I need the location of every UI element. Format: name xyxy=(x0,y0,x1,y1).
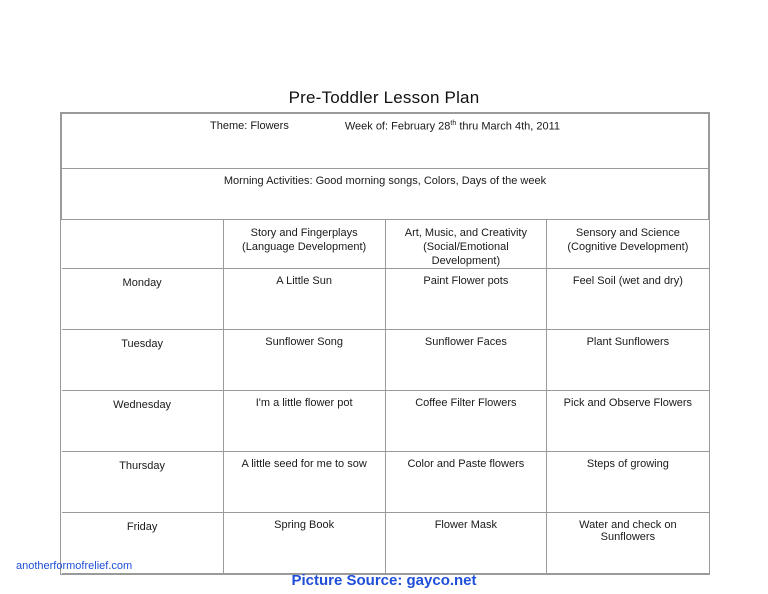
table-row xyxy=(62,330,709,391)
picture-source-caption: Picture Source: gayco.net xyxy=(291,572,477,589)
row-story-cell: Sunflower Song xyxy=(223,330,385,391)
row-day-label: Tuesday xyxy=(62,330,224,391)
column-headers-row xyxy=(62,220,709,269)
lesson-plan-table-wrapper xyxy=(60,112,710,575)
row-art-cell: Sunflower Faces xyxy=(385,330,547,391)
column-header-sensory: Sensory and Science (Cognitive Development) xyxy=(547,220,709,269)
row-day-label: Friday xyxy=(62,513,224,574)
column-header-story: Story and Fingerplays (Language Development) xyxy=(223,220,385,269)
row-story-cell: A Little Sun xyxy=(223,269,385,330)
row-sensory-cell: Plant Sunflowers xyxy=(547,330,709,391)
row-story-cell: Spring Book xyxy=(223,513,385,574)
page-title: Pre-Toddler Lesson Plan xyxy=(288,88,480,107)
row-day-label: Wednesday xyxy=(62,391,224,452)
row-sensory-cell: Pick and Observe Flowers xyxy=(547,391,709,452)
morning-activities-row xyxy=(62,169,709,220)
row-art-cell: Color and Paste flowers xyxy=(385,452,547,513)
morning-activities-cell: Morning Activities: Good morning songs, Colors, Days of the week xyxy=(62,169,709,220)
column-header-day xyxy=(62,220,224,269)
week-of-label: Week of: February 28th thru March 4th, 2011 xyxy=(344,120,561,133)
row-day-label: Monday xyxy=(62,269,224,330)
row-art-cell: Flower Mask xyxy=(385,513,547,574)
row-sensory-cell: Water and check on Sunflowers xyxy=(547,513,709,574)
site-watermark: anotherformofrelief.com xyxy=(16,560,133,572)
table-row xyxy=(62,452,709,513)
week-ordinal-suffix: th xyxy=(450,120,457,127)
row-story-cell: I'm a little flower pot xyxy=(223,391,385,452)
theme-cell xyxy=(62,114,709,169)
row-sensory-cell: Steps of growing xyxy=(547,452,709,513)
row-art-cell: Paint Flower pots xyxy=(385,269,547,330)
theme-row xyxy=(62,114,709,169)
row-day-label: Thursday xyxy=(62,452,224,513)
table-row xyxy=(62,513,709,574)
table-row xyxy=(62,269,709,330)
theme-label: Theme: Flowers xyxy=(209,120,289,133)
lesson-plan-table xyxy=(61,113,709,574)
row-art-cell: Coffee Filter Flowers xyxy=(385,391,547,452)
table-row xyxy=(62,391,709,452)
column-header-art: Art, Music, and Creativity (Social/Emotional Development) xyxy=(385,220,547,269)
row-sensory-cell: Feel Soil (wet and dry) xyxy=(547,269,709,330)
row-story-cell: A little seed for me to sow xyxy=(223,452,385,513)
